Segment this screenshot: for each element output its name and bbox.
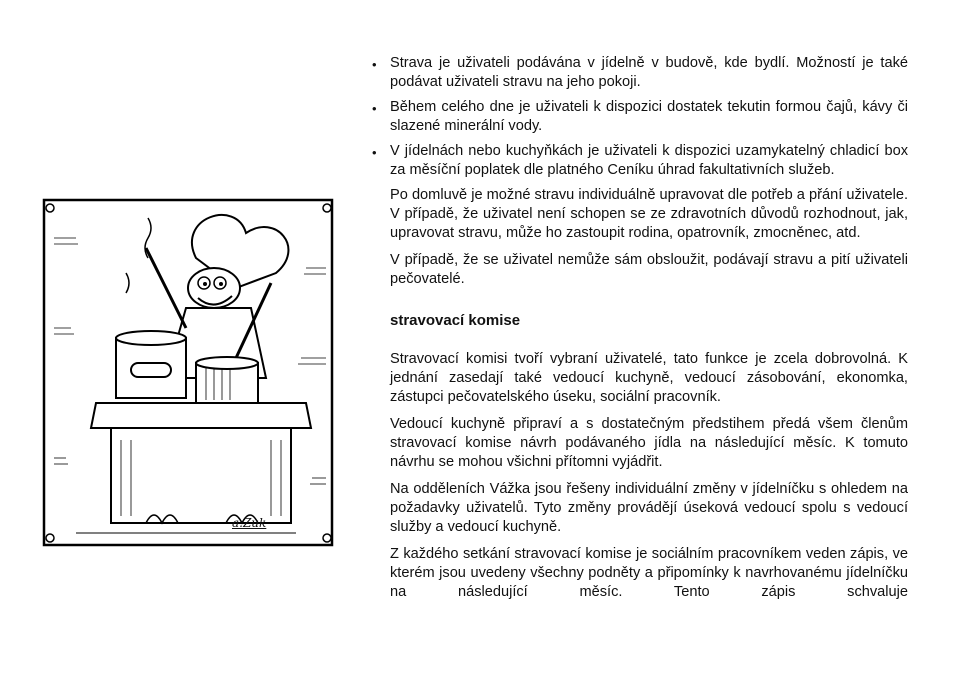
bullet-dot-icon: • (372, 57, 377, 72)
list-item (370, 142, 908, 180)
cook-cartoon-icon (36, 178, 342, 550)
paragraph: V případě, že se uživatel nemůže sám obsloužit, podávají stravu a pití uživateli pečovatelé. (390, 252, 908, 287)
paragraph: Z každého setkání stravovací komise je sociálním pracovníkem veden zápis, ve kterém jsou uvedeny všechny podněty a připomínky k navrhovanému jídelníčku na následující měsíc. Tento zápis schvaluje (390, 546, 908, 600)
cook-illustration (36, 178, 342, 550)
list-item (370, 54, 908, 92)
paragraph: Po domluvě je možné stravu individuálně upravovat dle potřeb a přání uživatele. V případě, že uživatel není schopen se ze zdravotních důvodů rozhodnout, jak, upravovat stravu, může ho zastoupit rodina, opatrovník, zmocněnec, atd. (390, 187, 908, 241)
bullet-list (370, 54, 908, 180)
paragraph: Vedoucí kuchyně připraví a s dostatečným předstihem předá všem členům stravovací komise návrh podávaného jídla na následující měsíc. K tomuto návrhu se mohou všichni přítomni vyjádřit. (390, 416, 908, 470)
paragraph: Stravovací komisi tvoří vybraní uživatelé, tato funkce je zcela dobrovolná. K jednání zasedají také vedoucí kuchyně, vedoucí zásobování, ekonomka, zástupci pečovatelského úseku, sociální pracovník. (390, 351, 908, 405)
section-heading: stravovací komise (390, 312, 521, 329)
bullet-text: Strava je uživateli podávána v jídelně v budově, kde bydlí. Možností je také podávat uživateli stravu na jeho pokoji. (390, 55, 908, 90)
list-item (370, 98, 908, 136)
bullet-text: Během celého dne je uživateli k dispozici dostatek tekutin formou čajů, kávy či slazené minerální vody. (390, 99, 908, 134)
text-column (370, 54, 908, 610)
illustration-signature: a.Zuk (232, 516, 267, 530)
bullet-dot-icon: • (372, 145, 377, 160)
bullet-text: V jídelnách nebo kuchyňkách je uživateli k dispozici uzamykatelný chladicí box za měsíční poplatek dle platného Ceníku úhrad fakultativních služeb. (390, 143, 908, 178)
paragraph: Na odděleních Vážka jsou řešeny individuální změny v jídelníčku s ohledem na požadavky uživatelů. Tyto změny provádějí úseková vedoucí spolu s vedoucí služby a vedoucí kuchyně. (390, 481, 908, 535)
bullet-dot-icon: • (372, 101, 377, 116)
